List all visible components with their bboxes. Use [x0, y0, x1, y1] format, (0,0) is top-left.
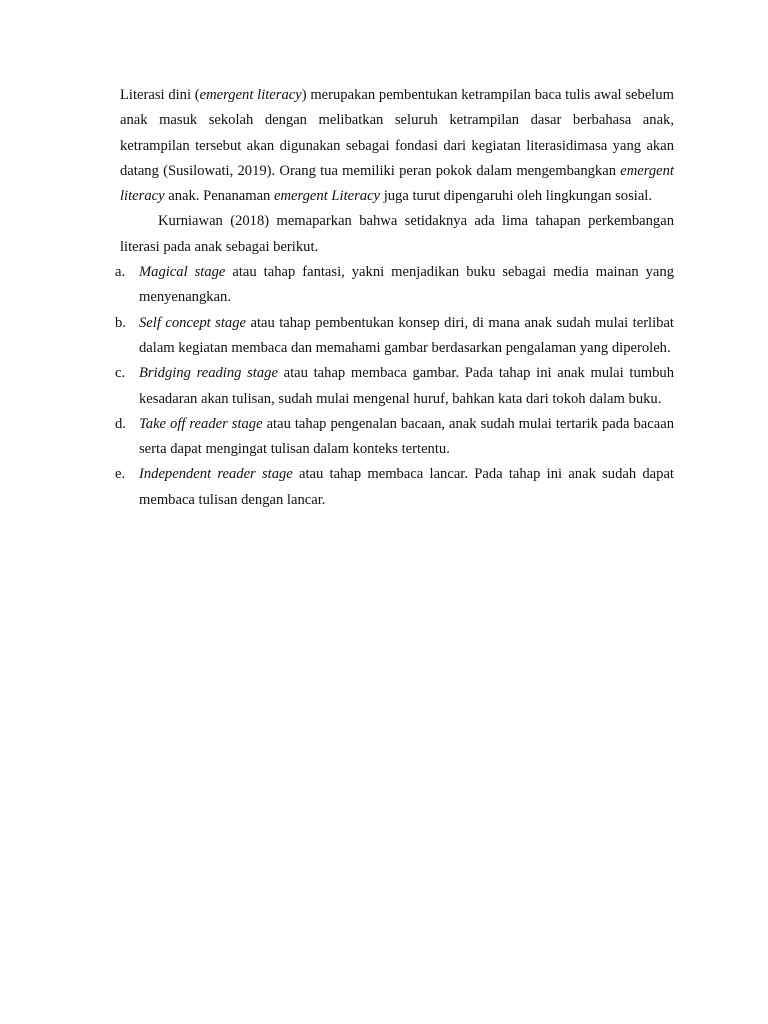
- italic-term: emergent literacy: [199, 87, 302, 103]
- italic-term: emergent Literacy: [274, 188, 381, 205]
- list-item: [115, 260, 675, 311]
- stage-term: Self concept stage: [139, 314, 246, 331]
- stage-description: atau tahap membaca gambar. Pada tahap ini anak mulai tumbuh kesadaran akan tulisan, sudah mulai mengenal huruf, bahkan kata dari tokoh dalam buku.: [139, 365, 674, 407]
- stage-term: Magical stage: [139, 264, 226, 281]
- list-marker: e.: [115, 466, 126, 483]
- paragraph-text: Literasi dini (: [120, 87, 200, 103]
- stage-term: Independent reader stage: [139, 466, 293, 483]
- stage-description: atau tahap fantasi, yakni menjadikan buku sebagai media mainan yang menyenangkan.: [139, 264, 675, 306]
- list-item: [115, 412, 674, 463]
- paragraph-kurniawan: Kurniawan (2018) memaparkan bahwa setidaknya ada lima tahapan perkembangan literasi pada anak sebagai berikut.: [120, 213, 674, 255]
- stage-term: Take off reader stage: [139, 415, 263, 432]
- italic-term: emergent literacy: [120, 162, 674, 205]
- list-item: [115, 462, 674, 513]
- list-marker: d.: [115, 415, 126, 432]
- paragraph-text: juga turut dipengaruhi oleh lingkungan sosial.: [380, 188, 653, 205]
- list-item: [115, 311, 674, 362]
- stage-description: atau tahap pembentukan konsep diri, di mana anak sudah mulai terlibat dalam kegiatan membaca dan memahami gambar berdasarkan pengalaman yang diperoleh.: [139, 314, 674, 356]
- stage-description: atau tahap pengenalan bacaan, anak sudah mulai tertarik pada bacaan serta dapat mengingat tulisan dalam konteks tertentu.: [139, 415, 674, 458]
- paragraph-text: anak. Penanaman: [164, 188, 274, 205]
- list-marker: a.: [115, 264, 126, 281]
- list-marker: b.: [115, 314, 126, 331]
- list-marker: c.: [115, 365, 126, 382]
- list-item: [115, 361, 674, 412]
- paragraph-emergent-literacy: [120, 83, 674, 209]
- document-body: [115, 83, 675, 513]
- stage-description: atau tahap membaca lancar. Pada tahap ini anak sudah dapat membaca tulisan dengan lancar.: [139, 466, 674, 508]
- paragraph-text: ) merupakan pembentukan ketrampilan baca tulis awal sebelum anak masuk sekolah dengan melibatkan seluruh ketrampilan dasar berbahasa anak, ketrampilan tersebut akan digunakan sebagai fondasi dari kegiatan literasidimasa yang akan datang (Susilowati, 2019). Orang tua memiliki peran pokok dalam mengembangkan: [120, 87, 674, 179]
- stage-term: Bridging reading stage: [139, 365, 278, 382]
- literacy-stages-list: [115, 260, 675, 513]
